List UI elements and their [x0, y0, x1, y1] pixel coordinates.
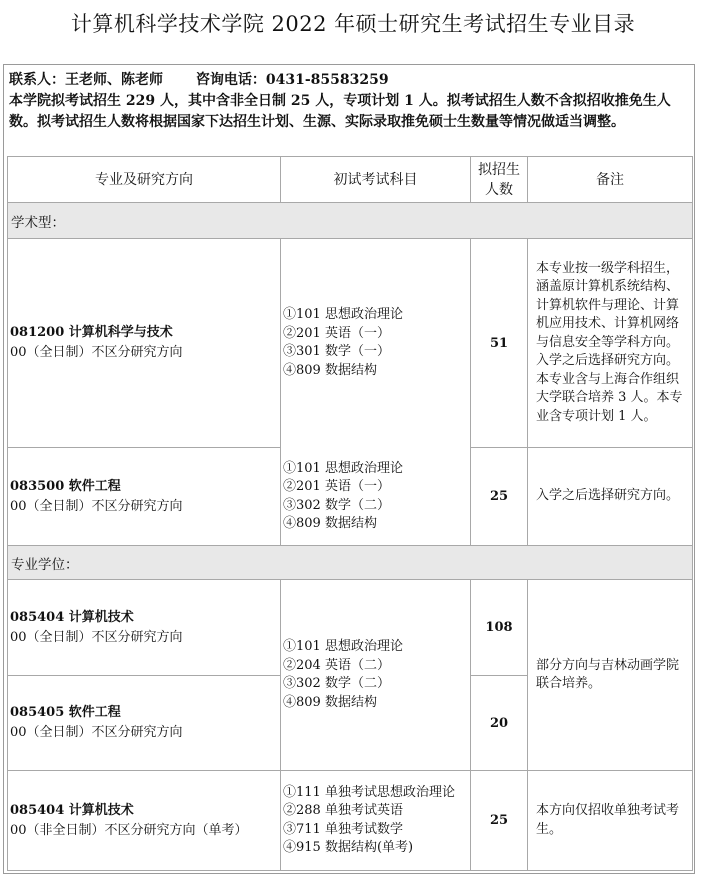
- subject-item: ④809 数据结构: [283, 362, 377, 378]
- subject-item: ①101 思想政治理论: [283, 460, 403, 476]
- major-direction: 00（全日制）不区分研究方向: [10, 498, 183, 514]
- subjects-cell: [281, 771, 470, 870]
- header-major: 专业及研究方向: [95, 171, 193, 188]
- major-cell: [8, 771, 280, 870]
- contact-text: 联系人：王老师、陈老师: [9, 72, 163, 88]
- note-text: 本方向仅招收单独考试考生。: [536, 803, 680, 837]
- major-code-name: 083500 软件工程: [10, 478, 121, 494]
- subject-item: ②201 英语（一）: [283, 479, 390, 494]
- shared-subjects-cell: [281, 580, 470, 770]
- subject-item: ④809 数据结构: [283, 694, 377, 710]
- intro-block: [7, 68, 693, 156]
- header-subjects: 初试考试科目: [333, 171, 418, 188]
- page-title: 计算机科学技术学院 2022 年硕士研究生考试招生专业目录: [70, 12, 636, 36]
- note-cell: [528, 771, 692, 870]
- major-direction: 00（全日制）不区分研究方向: [10, 345, 183, 360]
- note-cell: [528, 448, 692, 545]
- major-code-name: 085405 软件工程: [10, 705, 121, 720]
- section-academic: 学术型：: [8, 203, 692, 238]
- subject-item: ③302 数学（二）: [283, 676, 390, 691]
- note-text: 本专业按一级学科招生，涵盖原计算机系统结构、计算机软件与理论、计算机应用技术、计算机网络与信息安全等学科方向。入学之后选择研究方向。本专业含与上海合作组织大学联合培养 3 人。本专业含专项计划 1 人。: [536, 260, 683, 424]
- admissions-table: [3, 64, 695, 874]
- count-cell: 25: [489, 813, 509, 828]
- subjects-cell: [281, 448, 470, 545]
- major-cell: [8, 448, 280, 545]
- phone-text: 咨询电话：0431-85583259: [195, 72, 389, 88]
- count-cell: 108: [485, 620, 513, 635]
- subject-item: ①111 单独考试思想政治理论: [283, 784, 455, 800]
- major-cell: [8, 676, 280, 770]
- subject-item: ③301 数学（一）: [283, 344, 390, 359]
- note-cell: [528, 239, 692, 447]
- header-count: 拟招生人数: [478, 161, 520, 198]
- subject-item: ②204 英语（二）: [283, 657, 390, 673]
- subject-item: ④809 数据结构: [283, 516, 377, 531]
- major-cell: [8, 580, 280, 675]
- header-notes: 备注: [596, 171, 624, 188]
- subject-item: ③302 数学（二）: [283, 497, 390, 513]
- major-direction: 00（全日制）不区分研究方向: [10, 725, 183, 740]
- count-cell: 20: [489, 715, 509, 731]
- subject-item: ①101 思想政治理论: [283, 307, 403, 322]
- section-professional: 专业学位：: [8, 546, 692, 579]
- subject-item: ③711 单独考试数学: [283, 821, 403, 837]
- count-cell: 25: [489, 489, 509, 504]
- major-code-name: 085404 计算机技术: [10, 802, 134, 818]
- shared-note-cell: [528, 580, 692, 770]
- subject-item: ①101 思想政治理论: [283, 639, 403, 654]
- major-direction: 00（非全日制）不区分研究方向（单考）: [10, 822, 248, 838]
- note-text: 部分方向与吉林动画学院联合培养。: [536, 657, 680, 691]
- intro-text: 本学院拟考试招生 229 人，其中含非全日制 25 人，专项计划 1 人。拟考试招生人数不含拟招收推免生人数。拟考试招生人数将根据国家下达招生计划、生源、实际录取推免硕士生数量等情况做适当调整。: [9, 93, 671, 130]
- major-cell: [8, 239, 280, 447]
- note-text: 入学之后选择研究方向。: [536, 488, 680, 504]
- major-code-name: 085404 计算机技术: [10, 609, 134, 625]
- count-cell: 51: [489, 335, 509, 351]
- subject-item: ④915 数据结构(单考): [283, 840, 414, 855]
- subjects-cell: [281, 239, 470, 447]
- major-direction: 00（全日制）不区分研究方向: [10, 629, 183, 645]
- major-code-name: 081200 计算机科学与技术: [10, 325, 173, 340]
- subject-item: ②201 英语（一）: [283, 325, 390, 341]
- subject-item: ②288 单独考试英语: [283, 803, 403, 818]
